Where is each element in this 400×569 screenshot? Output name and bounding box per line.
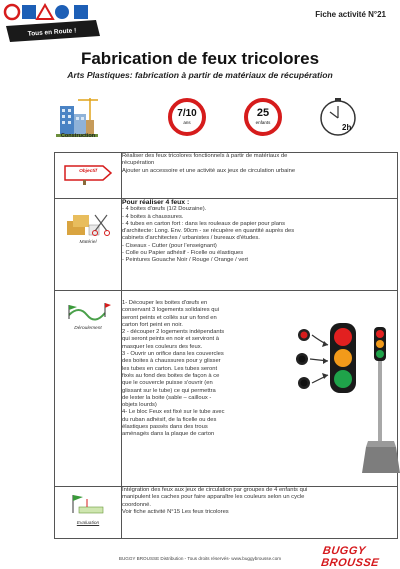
activity-table	[54, 152, 398, 539]
row-materiel	[55, 199, 398, 291]
evaluation-line: manipulent les caches pour faire apparaître les couleurs selon un cycle	[122, 494, 305, 501]
evaluation-label: Evaluation	[76, 521, 100, 526]
mask-light-bottom	[298, 377, 310, 389]
deroulement-path-icon	[65, 301, 111, 323]
materiel-icon-cell	[55, 199, 122, 291]
clock-icon	[318, 97, 358, 137]
materiel-line: - Ciseaux - Cutter (pour l'enseignant)	[122, 242, 217, 249]
deroulement-line: 3 - Ouvrir un orifice dans les couvercles	[122, 351, 224, 358]
materiel-line: cabinets d'architectes / urbanistes / bureaux d'études.	[122, 235, 260, 242]
page-subtitle: Arts Plastiques: fabrication à partir de matériaux de récupération	[67, 70, 333, 80]
age-sign-unit: ans	[183, 120, 191, 125]
deroulement-line: les tubes en carton. Les tubes seront	[122, 365, 218, 372]
deroulement-line: que le couvercle puisse s'ouvrir (en	[122, 380, 213, 387]
deroulement-line: carton fort peint en noir.	[122, 321, 183, 328]
materiel-line: - Peintures Gouache Noir / Rouge / Orange / vert	[122, 257, 248, 264]
age-sign	[168, 98, 206, 136]
evaluation-line: coordonné.	[122, 501, 152, 508]
materiel-heading: Pour réaliser 4 feux :	[122, 199, 190, 206]
materiel-line: - 4 tubes en carton fort : dans les rouleaux de papier pour plans	[122, 220, 286, 227]
deroulement-line: 2 - découper 2 logements indépendants	[122, 329, 225, 336]
deroulement-line: du ruban adhésif, de la ficelle ou des	[122, 416, 217, 423]
traffic-light-illustration	[294, 321, 400, 481]
page-title: Fabrication de feux tricolores	[80, 49, 320, 68]
deroulement-text	[122, 291, 398, 487]
evaluation-icon-cell	[55, 487, 122, 539]
evaluation-line: Intégration des feux aux jeux de circulation par groupes de 4 enfants qui	[122, 487, 308, 493]
materiel-label: Matériel	[79, 240, 97, 245]
deroulement-line: seront peints et collés sur un fond en	[122, 314, 217, 321]
materiel-icon	[65, 209, 111, 239]
objectif-text	[122, 153, 398, 199]
evaluation-icon	[67, 493, 109, 515]
objectif-line: Réaliser des feux tricolores fonctionnels à partir de matériaux de	[122, 153, 288, 159]
objectif-icon-cell	[55, 153, 122, 199]
duration-text: 2h	[342, 123, 352, 132]
deroulement-line: 4- Le bloc Feux est fixé sur le tube avec	[122, 409, 225, 416]
deroulement-line: 1- Découper les boites d'œufs en	[122, 300, 208, 306]
brand-logo: BUGGY BROUSSE	[320, 545, 380, 569]
deroulement-line: fixés au fond des boites de façon à ce	[122, 372, 220, 379]
row-deroulement	[55, 291, 398, 487]
logo-text: Tous en Route !	[27, 27, 77, 38]
materiel-line: - 4 boites à chaussures.	[122, 213, 184, 220]
deroulement-line: élastiques passés dans des trous	[122, 424, 208, 431]
deroulement-line: glissant sur le tube) ce qui permettra	[122, 387, 216, 394]
deroulement-line: conservant 3 logements solidaires qui	[122, 307, 219, 314]
tous-en-route-logo	[2, 2, 106, 42]
mask-light-top	[298, 329, 310, 341]
footer-text: BUGGY BROUSSE Distribution - Tous droits réservés- www.buggybrousse.com	[118, 556, 282, 561]
deroulement-line: masquer les couleurs des feux.	[122, 343, 203, 350]
evaluation-line: Voir fiche activité N°15 Les feux tricolores	[122, 508, 229, 515]
objectif-line: Ajouter un accessoire et une activité aux jeux de circulation urbaine	[122, 167, 296, 174]
row-evaluation	[55, 487, 398, 539]
materiel-line: - Colle ou Papier adhésif - Ficelle ou élastiques	[122, 250, 244, 257]
deroulement-line: objets lourds)	[122, 402, 157, 409]
fiche-number: Fiche activité N°21	[315, 10, 386, 19]
mask-light-middle	[296, 353, 308, 365]
materiel-text	[122, 199, 398, 291]
kids-sign-unit: enfants	[255, 120, 271, 125]
row-objectif	[55, 153, 398, 199]
deroulement-line: qui seront peints en noir et serviront à	[122, 336, 219, 343]
materiel-line: - 4 boites d'œufs (1/2 Douzaine).	[122, 206, 207, 213]
evaluation-text	[122, 487, 398, 539]
objectif-line: récupération	[122, 160, 155, 167]
deroulement-icon-cell	[55, 291, 122, 487]
deroulement-line: aménagés dans la plaque de carton	[122, 431, 215, 438]
kids-sign-value: 25	[256, 107, 270, 119]
deroulement-line: des boites à chaussures pour y glisser	[122, 358, 221, 365]
objectif-label: Objectif	[79, 169, 97, 174]
deroulement-line: de lester la boite (sable – cailloux -	[122, 394, 212, 401]
age-sign-value: 7/10	[177, 108, 197, 119]
deroulement-label: Déroulement	[74, 326, 102, 331]
materiel-line: d'architecte: Long. Env. 90cm - se récupère en quantité auprès des	[122, 228, 295, 235]
construction-label: Construction	[60, 133, 96, 139]
kids-sign	[244, 98, 282, 136]
